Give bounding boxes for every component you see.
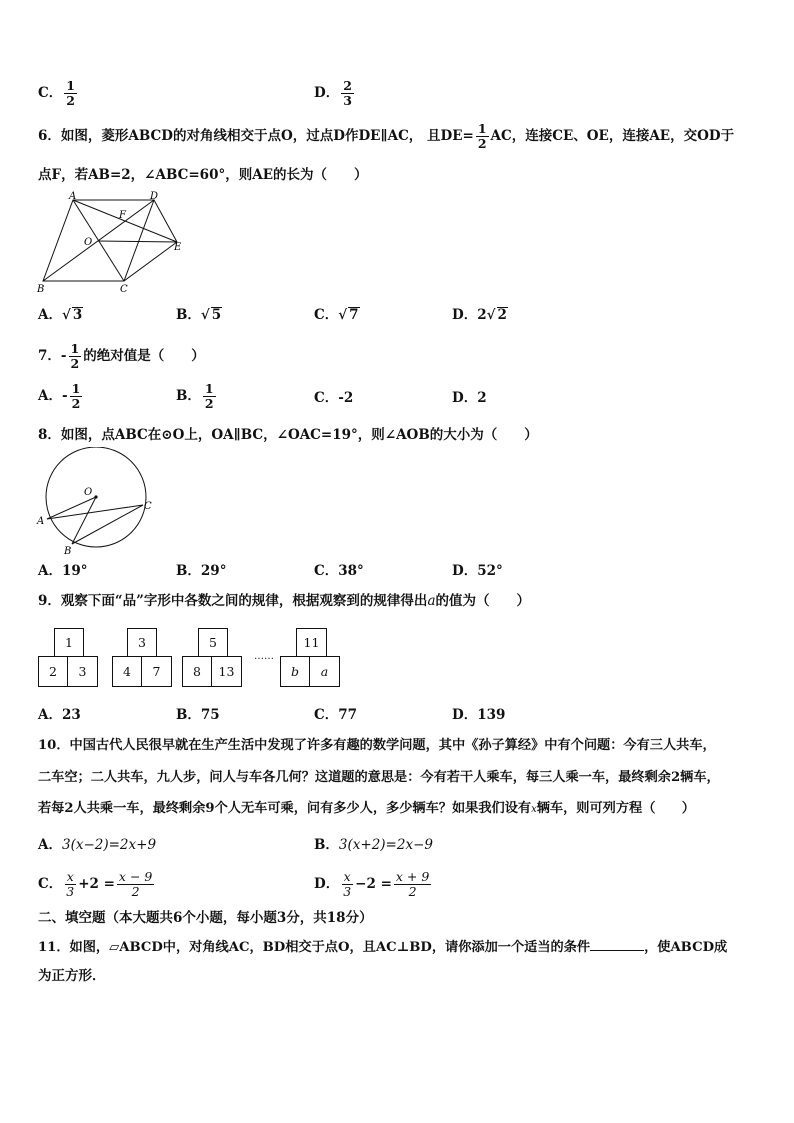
q11-stem-line2: 为正方形．: [38, 968, 106, 984]
pattern4-right: a: [309, 656, 340, 687]
circle-figure: [34, 447, 158, 555]
fraction: $\frac{1}{2}$: [66, 78, 75, 108]
rhombus-figure: [34, 190, 186, 296]
fraction: $\frac{1}{2}$: [71, 381, 81, 411]
fraction: $\frac{1}{2}$: [204, 381, 214, 411]
q10-option-d: D． $\frac{x}{3}$ −2 = $\frac{x + 9}{2}$: [314, 869, 430, 899]
q6-option-d: D．2√ 2: [452, 307, 507, 323]
q6-stem-line1: 6．如图，菱形ABCD的对角线相交于点O，过点D作DE∥AC， 且DE= $\frac{1}{2}$ AC，连接CE、OE，连接AE，交OD于: [38, 121, 735, 151]
segment-oe: [98, 241, 177, 242]
center-point: [94, 495, 97, 498]
q9-stem: 9．观察下面“品”字形中各数之间的规律，根据观察到的规律得出a的值为（ ）: [38, 593, 530, 609]
q8-option-b: B．29°: [176, 563, 227, 579]
q9-option-a: A．23: [38, 707, 81, 723]
label-a: A: [37, 516, 45, 527]
q5-option-d: D． $\frac{2}{3}$: [314, 78, 352, 108]
q8-option-a: A．19°: [38, 563, 88, 579]
pattern3-left: 8: [182, 656, 212, 687]
label-a: A: [69, 191, 77, 202]
q7-option-d: D．2: [452, 390, 487, 406]
section-heading: 二、填空题（本大题共6个小题，每小题3分，共18分）: [38, 910, 373, 926]
q6-option-c: C．√ 7: [314, 307, 359, 323]
q10-stem-line2: 二车空；二人共车，九人步，问人与车各几何？这道题的意思是：今有若干人乘车，每三人乘一车，最终剩余2辆车，: [38, 770, 720, 785]
fraction: $\frac{1}{2}$: [477, 121, 487, 151]
label-d: D: [150, 191, 159, 202]
fraction: $\frac{x}{3}$: [343, 869, 352, 899]
q10-stem-line1: 10．中国古代人民很早就在生产生活中发现了许多有趣的数学问题，其中《孙子算经》中有个问题：今有三人共车，: [38, 738, 716, 753]
q9-option-d: D．139: [452, 707, 506, 723]
diagonal-bd: [43, 200, 154, 281]
segment-ae: [73, 200, 177, 242]
segment-de: [154, 200, 177, 242]
label-f: F: [119, 210, 126, 221]
fraction: $\frac{2}{3}$: [343, 78, 352, 108]
label-c: C: [120, 284, 128, 295]
pattern3-right: 13: [211, 656, 242, 687]
q7-option-c: C．-2: [314, 390, 354, 406]
q11-stem-line1: 11．如图，▱ABCD中，对角线AC，BD相交于点O，且AC⊥BD，请你添加一个适当的条件 ，使ABCD成: [38, 936, 727, 957]
q6-option-a: A．√ 3: [38, 307, 83, 323]
label-o: O: [84, 237, 93, 248]
q6-option-b: B．√ 5: [176, 307, 222, 323]
q10-stem-line3: 若每2人共乘一车，最终剩余9个人无车可乘，问有多少人，多少辆车？如果我们设有x辆车，则可列方程（ ）: [38, 801, 695, 816]
q10-option-c: C． $\frac{x}{3}$ +2 = $\frac{x - 9}{2}$: [38, 869, 153, 899]
q10-option-a: A．3(x−2)=2x+9: [38, 837, 157, 853]
q7-option-a: A．- $\frac{1}{2}$: [38, 381, 81, 411]
q9-option-b: B．75: [176, 707, 220, 723]
q6-stem-line2: 点F，若AB=2，∠ABC=60°，则AE的长为（ ）: [38, 167, 368, 183]
pattern2-right: 7: [141, 656, 172, 687]
pattern1-top: 1: [54, 628, 84, 657]
q8-option-c: C．38°: [314, 563, 364, 579]
label-c: C: [144, 501, 152, 512]
pattern1-left: 2: [38, 656, 68, 687]
q10-option-b: B．3(x+2)=2x−9: [314, 837, 433, 853]
fraction: $\frac{x}{3}$: [66, 869, 75, 899]
q8-stem: 8．如图，点ABC在⊙O上，OA∥BC，∠OAC=19°，则∠AOB的大小为（ ）: [38, 427, 538, 443]
q7-option-b: B． $\frac{1}{2}$: [176, 381, 214, 411]
pattern3-top: 5: [198, 628, 228, 657]
pattern4-left: b: [280, 656, 310, 687]
label-b: B: [37, 284, 45, 295]
segment-ce: [124, 242, 177, 281]
label-o: O: [84, 487, 93, 498]
q8-option-d: D．52°: [452, 563, 503, 579]
pattern2-top: 3: [127, 628, 157, 657]
label-e: E: [174, 242, 182, 253]
pattern4-top: 11: [296, 628, 327, 657]
pattern1-right: 3: [67, 656, 98, 687]
label-b: B: [64, 546, 72, 555]
pattern-ellipsis: ……: [254, 651, 274, 662]
q9-option-c: C．77: [314, 707, 358, 723]
q7-stem: 7．- $\frac{1}{2}$ 的绝对值是（ ）: [38, 341, 205, 371]
segment-bc: [72, 505, 143, 544]
q5-option-c: C． $\frac{1}{2}$: [38, 78, 75, 108]
fraction: $\frac{x + 9}{2}$: [395, 869, 430, 899]
fraction: $\frac{x - 9}{2}$: [118, 869, 153, 899]
answer-blank[interactable]: [590, 936, 644, 951]
pattern2-left: 4: [112, 656, 142, 687]
fraction: $\frac{1}{2}$: [70, 341, 80, 371]
